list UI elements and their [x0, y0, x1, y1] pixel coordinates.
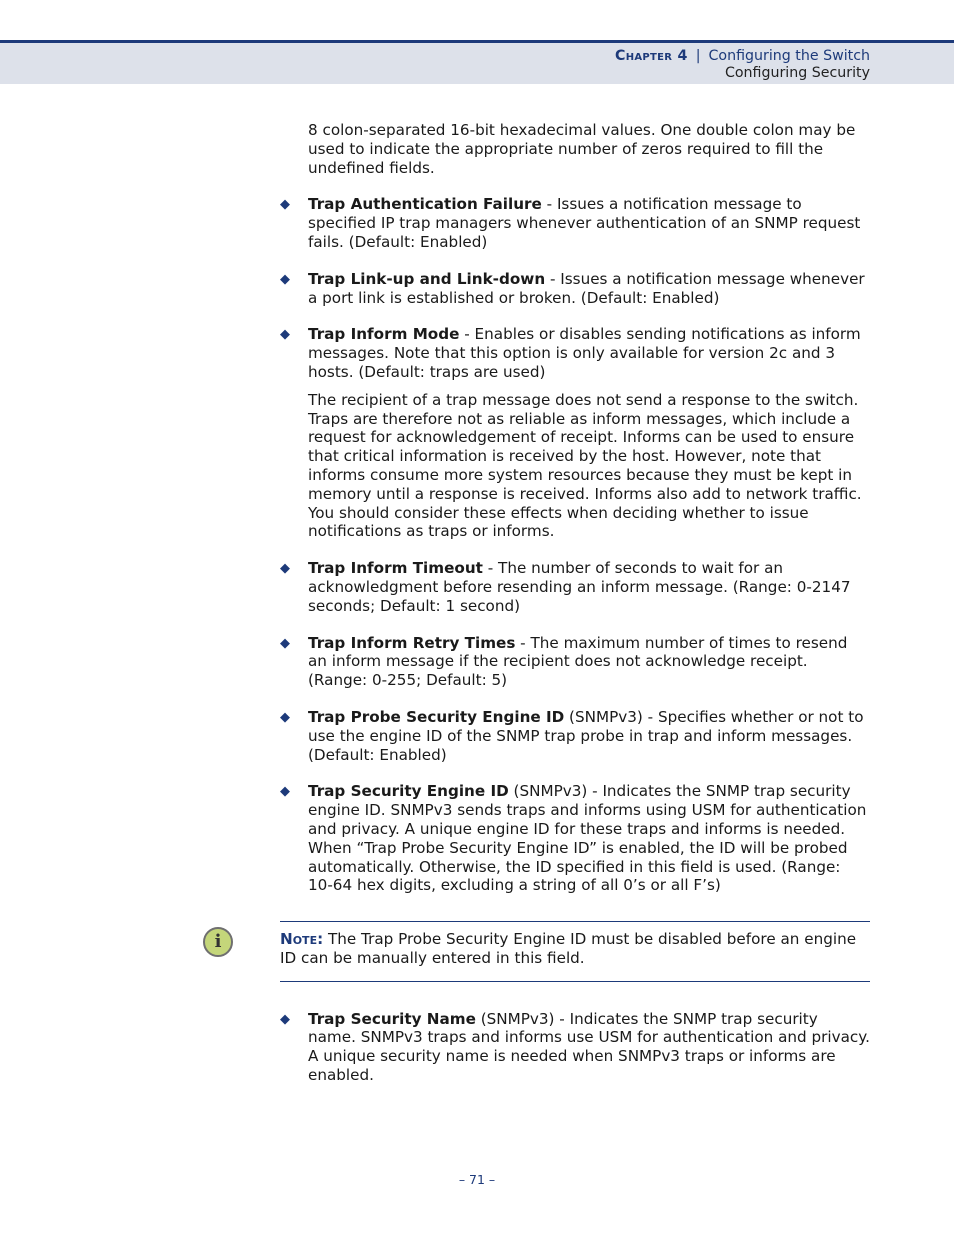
item-text: (SNMPv3) - Specifies whether or not to use the engine ID of the SNMP trap probe in trap and inform messages. (Default: Enabled) — [308, 707, 864, 764]
item-text: - Issues a notification message whenever a port link is established or broken. (Default: Enabled) — [308, 269, 865, 307]
list-item-trap-auth-failure — [280, 195, 870, 251]
item-text: - Enables or disables sending notifications as inform messages. Note that this option is only available for version 2c and 3 hosts. (Default: traps are used) — [308, 325, 861, 381]
list-item-trap-link — [280, 269, 870, 308]
diamond-bullet-icon: ◆ — [280, 327, 290, 343]
item-text: - Issues a notification message to specified IP trap managers whenever authentication of an SNMP request fails. (Default: Enabled) — [308, 195, 861, 251]
item-term: Trap Link-up and Link-down — [308, 269, 546, 288]
inform-paragraph: The recipient of a trap message does not send a response to the switch. Traps are therefore not as reliable as inform messages, which include a request for acknowledgement of receipt. Informs can be used to ensure that critical information is received by the host. However, note that informs consume more system resources because they must be kept in memory until a response is received. Informs also add to network traffic. You should consider these effects when deciding whether to issue notifications as traps or informs. — [308, 390, 862, 541]
diamond-bullet-icon: ◆ — [280, 784, 290, 800]
header-chapter-line — [615, 48, 870, 64]
diamond-bullet-icon: ◆ — [280, 1011, 290, 1027]
page-number: – 71 – — [458, 1172, 496, 1187]
list-item-trap-probe-engine-id — [280, 707, 870, 764]
item-term: Trap Security Name — [308, 1009, 476, 1028]
item-term: Trap Inform Mode — [308, 325, 460, 344]
list-item-trap-inform-mode — [280, 325, 870, 381]
note-label: Note: — [280, 930, 324, 949]
item-term: Trap Probe Security Engine ID — [308, 707, 565, 726]
list-item-trap-security-engine-id — [280, 782, 870, 895]
intro-paragraph: 8 colon-separated 16-bit hexadecimal values. One double colon may be used to indicate the appropriate number of zeros required to fill the undefined fields. — [308, 121, 856, 177]
diamond-bullet-icon: ◆ — [280, 561, 290, 577]
item-text: - The number of seconds to wait for an acknowledgment before resending an inform message. (Range: 0-2147 seconds; Default: 1 second) — [308, 559, 851, 615]
list-item-trap-inform-retry — [280, 633, 870, 690]
item-term: Trap Authentication Failure — [308, 195, 542, 214]
list-item-trap-inform-timeout — [280, 559, 870, 615]
item-term: Trap Inform Retry Times — [308, 633, 516, 652]
chapter-label: Chapter 4 — [615, 48, 688, 64]
item-text: (SNMPv3) - Indicates the SNMP trap security name. SNMPv3 traps and informs use USM for authentication and privacy. A unique security name is needed when SNMPv3 traps or informs are enabled. — [308, 1009, 870, 1085]
list-item-trap-security-name — [280, 1009, 870, 1085]
item-text: (SNMPv3) - Indicates the SNMP trap security engine ID. SNMPv3 sends traps and informs using USM for authentication and privacy. A unique engine ID for these traps and informs is needed. When “Trap Probe Security Engine ID” is enabled, the ID will be probed automatically. Otherwise, the ID specified in this field is used. (Range: 10-64 hex digits, excluding a string of all 0’s or all F’s) — [308, 782, 867, 895]
diamond-bullet-icon: ◆ — [280, 635, 290, 651]
section-title: Configuring Security — [724, 65, 870, 81]
page-header — [0, 40, 954, 84]
diamond-bullet-icon: ◆ — [280, 709, 290, 725]
item-term: Trap Inform Timeout — [308, 559, 483, 578]
page-body — [214, 121, 870, 1103]
info-icon: i — [203, 927, 233, 957]
diamond-bullet-icon: ◆ — [280, 271, 290, 287]
item-term: Trap Security Engine ID — [308, 782, 509, 801]
note-text: The Trap Probe Security Engine ID must be disabled before an engine ID can be manually entered in this field. — [280, 930, 857, 967]
header-separator: | — [695, 48, 701, 64]
chapter-title: Configuring the Switch — [708, 48, 870, 64]
item-text: - The maximum number of times to resend an inform message if the recipient does not acknowledge receipt. (Range: 0-255; Default: 5) — [308, 633, 848, 690]
note-box — [214, 921, 870, 982]
diamond-bullet-icon: ◆ — [280, 197, 290, 213]
